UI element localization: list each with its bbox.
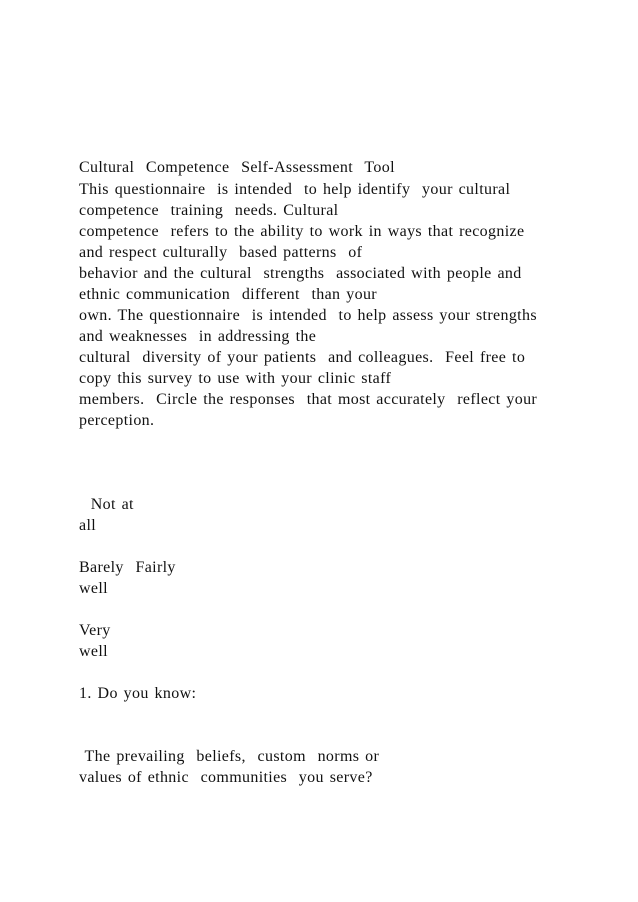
scale-label-very-well-cont: well <box>79 643 108 660</box>
intro-line: behavior and the cultural strengths associated with people and <box>79 265 522 282</box>
intro-line: and respect culturally based patterns of <box>79 244 363 261</box>
intro-line: own. The questionnaire is intended to help assess your strengths <box>79 307 537 324</box>
document-title: Cultural Competence Self-Assessment Tool <box>79 159 395 176</box>
intro-line: cultural diversity of your patients and colleagues. Feel free to <box>79 349 526 366</box>
question-text: The prevailing beliefs, custom norms or <box>79 748 380 765</box>
question-text-cont: values of ethnic communities you serve? <box>79 769 373 786</box>
intro-line: copy this survey to use with your clinic staff <box>79 370 392 387</box>
intro-line: competence training needs. Cultural <box>79 202 339 219</box>
intro-line: members. Circle the responses that most accurately reflect your <box>79 391 538 408</box>
intro-line: This questionnaire is intended to help identify your cultural <box>79 181 511 198</box>
intro-line: competence refers to the ability to work in ways that recognize <box>79 223 525 240</box>
intro-line: and weaknesses in addressing the <box>79 328 317 345</box>
scale-label-not-at-all-cont: all <box>79 517 97 534</box>
scale-label-not-at-all: Not at <box>79 496 134 513</box>
scale-label-fairly-cont: well <box>79 580 108 597</box>
intro-line: ethnic communication different than your <box>79 286 377 303</box>
question-heading: 1. Do you know: <box>79 685 197 702</box>
intro-line: perception. <box>79 412 155 429</box>
scale-label-very-well: Very <box>79 622 111 639</box>
scale-label-barely-fairly: Barely Fairly <box>79 559 176 576</box>
